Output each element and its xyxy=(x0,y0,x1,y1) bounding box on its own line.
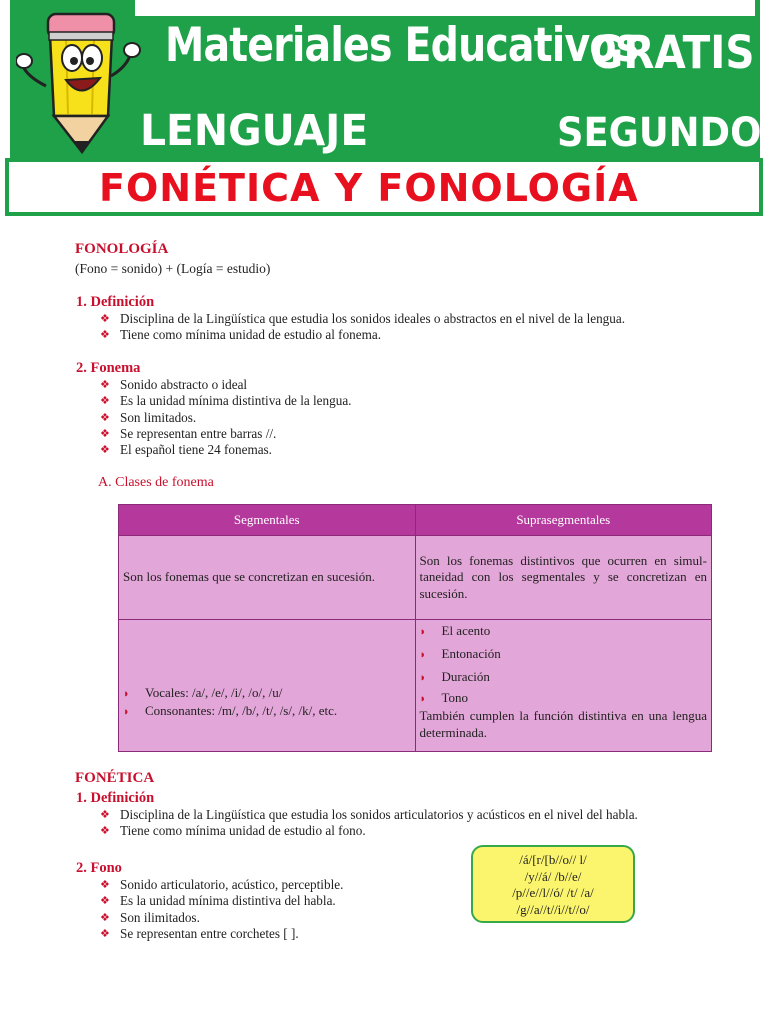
list-item: ❖ Es la unidad mínima distintiva del habla. xyxy=(100,893,336,909)
list-item: ❖ El español tiene 24 fonemas. xyxy=(100,442,272,458)
section-title-fonologia: FONOLOGÍA xyxy=(75,241,169,257)
list-item: ❖ Son limitados. xyxy=(100,409,197,425)
banner-top-strip xyxy=(135,0,755,16)
list-item: ◗ Tono xyxy=(420,689,708,708)
fonologia-definicion-title: 1. Definición xyxy=(76,294,155,310)
grade-label: SEGUNDO xyxy=(557,110,762,156)
list-item: ❖ Tiene como mínima unidad de estudio al fono. xyxy=(100,823,366,839)
list-item: ❖ Son ilimitados. xyxy=(100,909,200,925)
table-row xyxy=(119,620,712,752)
fono-example-box xyxy=(471,845,635,923)
list-item: ❖ Disciplina de la Lingüística que estudia los sonidos articulatorios y acústicos en el nivel del habla. xyxy=(100,807,638,822)
fonetica-definicion-list xyxy=(98,807,638,840)
suprasegmentales-list xyxy=(420,620,708,708)
diamond-bullet-icon: ❖ xyxy=(100,395,110,408)
list-item: ❖ Tiene como mínima unidad de estudio al fonema. xyxy=(100,327,382,343)
example-line: /á/[r/[b//o// l/ xyxy=(519,852,587,867)
pencil-mascot-icon xyxy=(16,6,146,156)
list-item: ◗ Vocales: /a/, /e/, /i/, /o/, /u/ xyxy=(123,685,411,703)
etymology-text: (Fono = sonido) + (Logía = estudio) xyxy=(75,261,271,276)
half-circle-bullet-icon: ◗ xyxy=(123,688,130,700)
example-line: /p//e//l//ó/ /t/ /a/ xyxy=(512,885,594,900)
diamond-bullet-icon: ❖ xyxy=(100,895,110,908)
list-item: ❖ Es la unidad mínima distintiva de la lengua. xyxy=(100,393,352,409)
suprasegmentales-note: También cumplen la función distintiva en una lengua determinada. xyxy=(419,708,707,740)
site-title: Materiales Educativos xyxy=(165,18,639,73)
list-item: ◗ Consonantes: /m/, /b/, /t/, /s/, /k/, etc. xyxy=(123,703,411,721)
diamond-bullet-icon: ❖ xyxy=(100,313,110,325)
list-item: ❖ Sonido abstracto o ideal xyxy=(100,377,248,392)
list-item: ❖ Sonido articulatorio, acústico, perceptible. xyxy=(100,877,344,892)
table-header-suprasegmentales: Suprasegmentales xyxy=(415,505,712,536)
topic-title-box xyxy=(5,158,763,216)
diamond-bullet-icon: ❖ xyxy=(100,329,110,342)
example-line: /y//á/ /b//e/ xyxy=(524,868,582,884)
diamond-bullet-icon: ❖ xyxy=(100,927,110,940)
half-circle-bullet-icon: ◗ xyxy=(419,693,427,705)
diamond-bullet-icon: ❖ xyxy=(100,379,110,391)
diamond-bullet-icon: ❖ xyxy=(100,879,110,891)
example-line: /g//a//t//i//t//o/ xyxy=(516,901,590,917)
table-cell xyxy=(415,620,712,752)
diamond-bullet-icon: ❖ xyxy=(100,825,110,838)
list-item: ◗ Entonación xyxy=(420,643,708,666)
list-item: ◗ El acento xyxy=(420,620,708,643)
diamond-bullet-icon: ❖ xyxy=(100,427,110,440)
table-header-row xyxy=(119,505,712,536)
table-cell: Son los fonemas distintivos que ocurren en simul-taneidad con los segmentales y se concretizan en sucesión. xyxy=(415,536,712,620)
header-banner xyxy=(0,0,768,220)
table-row xyxy=(119,536,712,620)
half-circle-bullet-icon: ◗ xyxy=(419,649,427,661)
fonologia-definicion-list xyxy=(98,311,625,344)
fonema-list xyxy=(98,377,351,458)
clases-fonema-title: A. Clases de fonema xyxy=(98,475,214,490)
table-header-segmentales: Segmentales xyxy=(119,505,416,536)
section-title-fonetica: FONÉTICA xyxy=(75,770,155,786)
diamond-bullet-icon: ❖ xyxy=(100,911,110,924)
gratis-badge: GRATIS xyxy=(590,26,755,79)
diamond-bullet-icon: ❖ xyxy=(100,809,110,821)
list-item: ◗ Duración xyxy=(420,666,708,689)
fonema-title: 2. Fonema xyxy=(76,360,141,376)
fonetica-definicion-title: 1. Definición xyxy=(76,790,155,806)
half-circle-bullet-icon: ◗ xyxy=(419,626,427,638)
fono-title: 2. Fono xyxy=(76,860,122,876)
topic-title: FONÉTICA Y FONOLOGÍA xyxy=(99,166,639,210)
fono-list xyxy=(98,877,343,942)
list-item: ❖ Se representan entre corchetes [ ]. xyxy=(100,925,299,941)
diamond-bullet-icon: ❖ xyxy=(100,444,110,457)
subject-label: LENGUAJE xyxy=(140,106,369,156)
table-cell: Son los fonemas que se concretizan en sucesión. xyxy=(119,536,416,620)
list-item: ❖ Se representan entre barras //. xyxy=(100,425,277,441)
half-circle-bullet-icon: ◗ xyxy=(123,705,130,718)
list-item: ❖ Disciplina de la Lingüística que estudia los sonidos ideales o abstractos en el nivel de la lengua. xyxy=(100,311,626,326)
half-circle-bullet-icon: ◗ xyxy=(419,672,427,684)
diamond-bullet-icon: ❖ xyxy=(100,411,110,424)
clases-fonema-table xyxy=(118,504,712,752)
table-cell xyxy=(119,620,416,752)
